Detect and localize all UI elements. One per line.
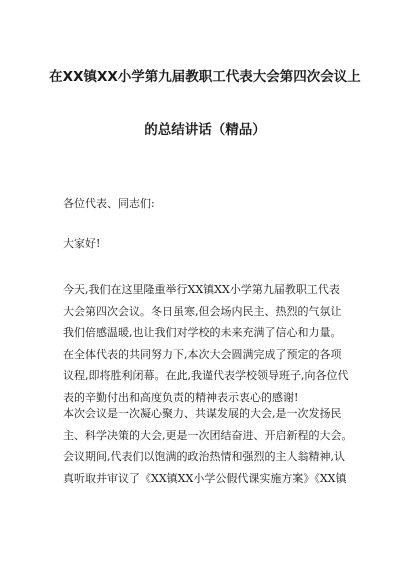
document-title-line-1: 在XX镇XX小学第九届教职工代表大会第四次会议上 — [49, 69, 361, 85]
paragraph-line: 主、科学决策的大会,更是一次团结奋进、开启新程的大会。 — [63, 428, 353, 442]
greeting-text: 各位代表、同志们: — [63, 197, 155, 210]
paragraph-line: 议程,即将胜利闭幕。在此,我谨代表学校领导班子,向各位代 — [63, 369, 349, 382]
paragraph-opening — [63, 279, 363, 408]
paragraph-line: 在全体代表的共同努力下,本次大会圆满完成了预定的各项 — [63, 347, 342, 361]
paragraph-line: 会议期间,代表们以饱满的政治热情和强烈的主人翁精神,认 — [63, 450, 345, 463]
paragraph-meeting-summary — [63, 403, 363, 489]
document-title-line-2: 的总结讲话（精品） — [144, 122, 266, 138]
greeting — [63, 193, 363, 215]
salutation — [63, 233, 363, 255]
paragraph-line: 本次会议是一次凝心聚力、共谋发展的大会,是一次发扬民 — [63, 407, 342, 420]
paragraph-line: 今天,我们在这里隆重举行XX镇XX小学第九届教职工代表 — [63, 283, 340, 296]
paragraph-line: 表的辛勤付出和高度负责的精神表示衷心的感谢! — [63, 390, 299, 404]
paragraph-line: 大会第四次会议。冬日虽寒,但会场内民主、热烈的气氛让 — [63, 304, 342, 318]
paragraph-line: 真听取并审议了《XX镇XX小学公假代课实施方案》《XX镇 — [63, 471, 347, 485]
salutation-text: 大家好! — [63, 237, 101, 250]
paragraph-line: 我们倍感温暖,也让我们对学校的未来充满了信心和力量。 — [63, 326, 342, 339]
